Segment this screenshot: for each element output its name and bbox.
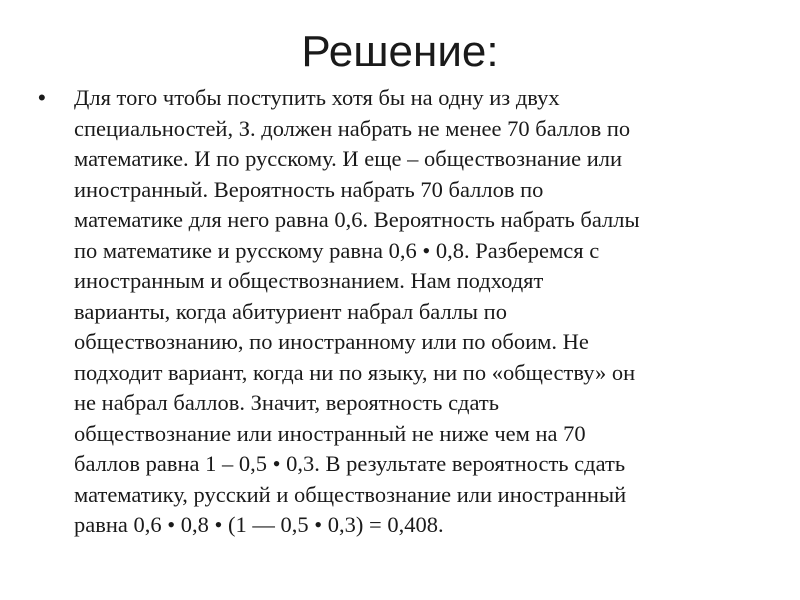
text-line: не набрал баллов. Значит, вероятность сдать xyxy=(74,390,499,415)
text-line: подходит вариант, когда ни по языку, ни по «обществу» он xyxy=(74,359,636,385)
text-line: обществознание или иностранный не ниже чем на 70 xyxy=(74,420,586,446)
text-line: равна 0,6 • 0,8 • (1 — 0,5 • 0,3) = 0,408. xyxy=(74,512,444,537)
slide-title: Решение: xyxy=(301,27,499,76)
text-line: по математике и русскому равна 0,6 • 0,8. Разберемся с xyxy=(74,237,600,263)
slide-content xyxy=(38,83,768,541)
text-line: варианты, когда абитуриент набрал баллы по xyxy=(74,298,507,324)
text-line: Для того чтобы поступить хотя бы на одну из двух xyxy=(74,85,560,110)
text-line: обществознанию, по иностранному или по обоим. Не xyxy=(74,329,589,354)
text-line: баллов равна 1 – 0,5 • 0,3. В результате вероятность сдать xyxy=(74,451,626,476)
text-line: специальностей, З. должен набрать не менее 70 баллов по xyxy=(74,115,631,141)
text-line: математике. И по русскому. И еще – обществознание или xyxy=(74,146,623,171)
text-line: иностранный. Вероятность набрать 70 баллов по xyxy=(74,176,544,202)
bullet-icon: • xyxy=(38,85,46,110)
text-line: математике для него равна 0,6. Вероятность набрать баллы xyxy=(74,207,640,232)
text-line: иностранным и обществознанием. Нам подходят xyxy=(74,268,544,293)
text-line: математику, русский и обществознание или иностранный xyxy=(74,481,627,507)
bullet-item xyxy=(38,83,768,541)
solution-text xyxy=(74,83,768,541)
